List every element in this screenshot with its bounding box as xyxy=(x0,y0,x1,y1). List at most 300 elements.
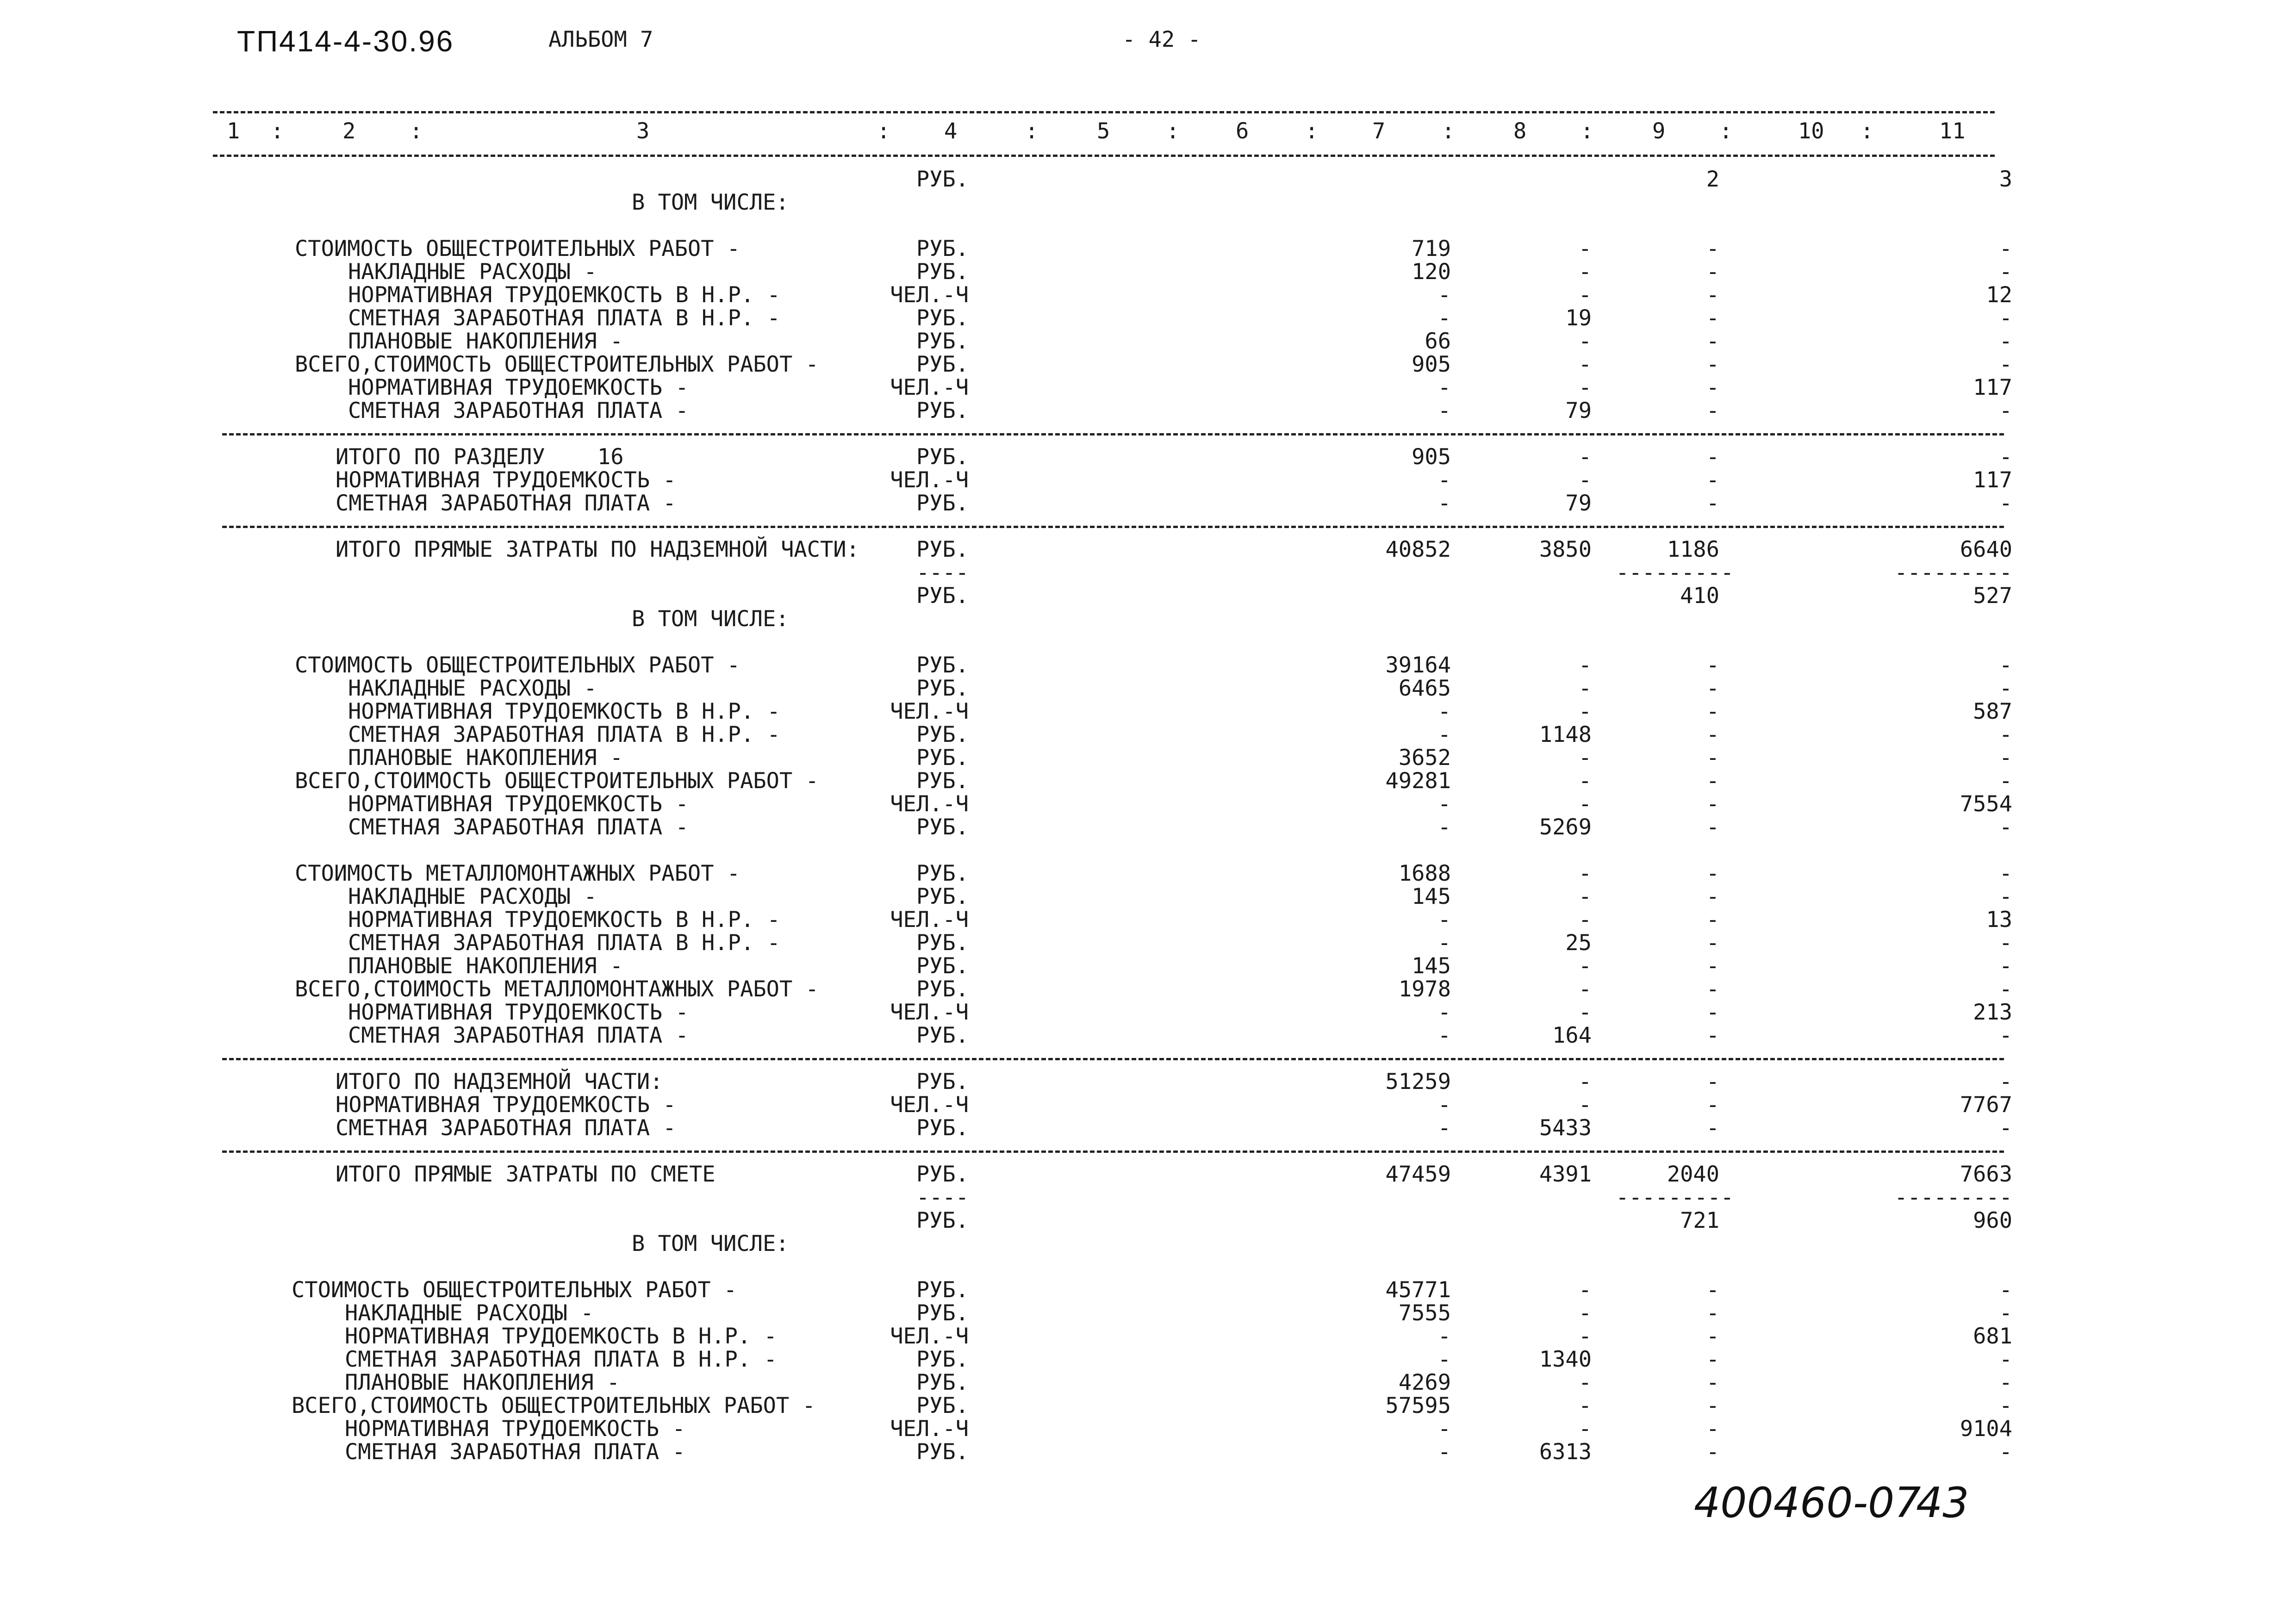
album-label: АЛЬБОМ 7 xyxy=(548,27,653,52)
row-label: ВСЕГО,СТОИМОСТЬ ОБЩЕСТРОИТЕЛЬНЫХ РАБОТ - xyxy=(295,352,819,377)
table-row xyxy=(0,1116,2296,1140)
cell-col-9: - xyxy=(1706,282,1719,308)
document-number-handwritten: 400460-07 xyxy=(1694,1479,1921,1527)
cell-col-8: - xyxy=(1578,375,1592,400)
cell-col-9: - xyxy=(1706,1370,1719,1395)
cell-col-7: - xyxy=(1437,1115,1451,1141)
cell-col-11: - xyxy=(1999,352,2012,377)
row-label: НОРМАТИВНАЯ ТРУДОЕМКОСТЬ - xyxy=(348,1000,689,1025)
cell-col-7: 7555 xyxy=(1398,1300,1451,1326)
column-separator: : xyxy=(271,118,284,144)
cell-col-7: 905 xyxy=(1412,444,1451,470)
cell-col-8: 3850 xyxy=(1539,537,1592,562)
row-label: НОРМАТИВНАЯ ТРУДОЕМКОСТЬ - xyxy=(345,1416,685,1442)
unit-cell: РУБ. xyxy=(916,745,969,771)
cell-col-7: - xyxy=(1437,467,1451,493)
row-label: НАКЛАДНЫЕ РАСХОДЫ - xyxy=(345,1300,594,1326)
cell-col-8: 4391 xyxy=(1539,1162,1592,1187)
table-row xyxy=(0,908,2296,932)
column-separator: : xyxy=(1860,118,1874,144)
cell-col-11: 13 xyxy=(1986,907,2012,933)
cell-col-8: - xyxy=(1578,1092,1592,1118)
cell-col-8: - xyxy=(1578,444,1592,470)
cell-col-9: - xyxy=(1706,305,1719,331)
table-row xyxy=(0,677,2296,701)
table-row xyxy=(0,561,2296,585)
cell-col-8: - xyxy=(1578,976,1592,1002)
cell-col-9: - xyxy=(1706,930,1719,956)
column-separator: : xyxy=(1442,118,1455,144)
unit-cell: РУБ. xyxy=(916,583,969,609)
cell-col-7: - xyxy=(1437,815,1451,840)
unit-cell: РУБ. xyxy=(916,1069,969,1094)
unit-cell: РУБ. xyxy=(916,1023,969,1048)
table-row xyxy=(0,399,2296,423)
cell-col-9: 410 xyxy=(1680,583,1719,609)
cell-col-8: - xyxy=(1578,1370,1592,1395)
unit-cell: РУБ. xyxy=(916,722,969,747)
cell-col-8: - xyxy=(1578,907,1592,933)
cell-col-9: - xyxy=(1706,653,1719,678)
document-code: ТП414-4-30.96 xyxy=(237,25,454,58)
column-separator: : xyxy=(1305,118,1319,144)
cell-col-11: - xyxy=(1999,1439,2012,1465)
table-row xyxy=(0,1024,2296,1048)
unit-cell: ЧЕЛ.-Ч xyxy=(890,1000,969,1025)
cell-col-9: - xyxy=(1706,352,1719,377)
cell-col-7: - xyxy=(1437,930,1451,956)
row-label: СМЕТНАЯ ЗАРАБОТНАЯ ПЛАТА - xyxy=(348,398,689,423)
column-separator: : xyxy=(877,118,890,144)
cell-col-7: 47459 xyxy=(1385,1162,1451,1187)
column-number: 1 xyxy=(227,118,240,144)
column-separator: : xyxy=(1580,118,1594,144)
cell-col-8: - xyxy=(1578,1393,1592,1418)
cell-col-8: - xyxy=(1578,653,1592,678)
table-row xyxy=(0,931,2296,955)
cell-col-9: - xyxy=(1706,745,1719,771)
unit-cell: РУБ. xyxy=(916,1115,969,1141)
cell-col-7: 120 xyxy=(1412,259,1451,285)
row-label: НАКЛАДНЫЕ РАСХОДЫ - xyxy=(348,884,597,909)
cell-col-9: - xyxy=(1706,444,1719,470)
unit-cell: РУБ. xyxy=(916,930,969,956)
table-row xyxy=(0,1348,2296,1372)
cell-col-11: - xyxy=(1999,1393,2012,1418)
cell-col-8: 79 xyxy=(1565,491,1592,516)
table-row xyxy=(0,1232,2296,1256)
table-row xyxy=(0,746,2296,770)
cell-col-7: - xyxy=(1437,1324,1451,1349)
cell-col-8: - xyxy=(1578,953,1592,979)
column-number: 10 xyxy=(1798,118,1824,144)
cell-col-11: 681 xyxy=(1973,1324,2012,1349)
cell-col-11: 7767 xyxy=(1960,1092,2012,1118)
row-label: ПЛАНОВЫЕ НАКОПЛЕНИЯ - xyxy=(345,1370,620,1395)
cell-col-11: 6640 xyxy=(1960,537,2012,562)
cell-col-11: - xyxy=(1999,1023,2012,1048)
cell-col-9: - xyxy=(1706,861,1719,886)
table-row xyxy=(0,954,2296,978)
table-row xyxy=(0,1163,2296,1187)
table-row xyxy=(0,1186,2296,1210)
cell-col-8: - xyxy=(1578,1416,1592,1442)
cell-col-8: - xyxy=(1578,1324,1592,1349)
table-row xyxy=(0,1394,2296,1418)
table-rule xyxy=(213,155,1995,157)
table-row xyxy=(0,1001,2296,1025)
cell-col-11: 12 xyxy=(1986,282,2012,308)
table-row xyxy=(0,792,2296,816)
unit-cell: РУБ. xyxy=(916,444,969,470)
cell-col-11: - xyxy=(1999,1347,2012,1372)
cell-col-7: - xyxy=(1437,1347,1451,1372)
cell-col-9: - xyxy=(1706,1393,1719,1418)
row-label: ВСЕГО,СТОИМОСТЬ ОБЩЕСТРОИТЕЛЬНЫХ РАБОТ - xyxy=(295,768,819,794)
table-row xyxy=(0,700,2296,724)
cell-col-9: - xyxy=(1706,1324,1719,1349)
unit-cell: РУБ. xyxy=(916,653,969,678)
unit-cell: РУБ. xyxy=(916,1347,969,1372)
cell-col-11: - xyxy=(1999,259,2012,285)
cell-col-7: - xyxy=(1437,1416,1451,1442)
row-label: ИТОГО ПРЯМЫЕ ЗАТРАТЫ ПО СМЕТЕ xyxy=(336,1162,716,1187)
cell-col-9: - xyxy=(1706,1347,1719,1372)
table-rule xyxy=(222,433,2004,435)
cell-col-8: - xyxy=(1578,352,1592,377)
cell-col-11: 117 xyxy=(1973,375,2012,400)
cell-col-7: - xyxy=(1437,375,1451,400)
cell-col-11: - xyxy=(1999,722,2012,747)
unit-cell: ЧЕЛ.-Ч xyxy=(890,467,969,493)
cell-col-9: - xyxy=(1706,259,1719,285)
cell-col-7: - xyxy=(1437,1023,1451,1048)
unit-cell: РУБ. xyxy=(916,768,969,794)
unit-cell: ЧЕЛ.-Ч xyxy=(890,375,969,400)
row-label: СМЕТНАЯ ЗАРАБОТНАЯ ПЛАТА - xyxy=(336,491,676,516)
cell-col-8: - xyxy=(1578,329,1592,354)
cell-col-9: 1186 xyxy=(1667,537,1719,562)
cell-col-9: 2040 xyxy=(1667,1162,1719,1187)
cell-col-11: 7554 xyxy=(1960,791,2012,817)
cell-col-9: - xyxy=(1706,722,1719,747)
cell-col-9: - xyxy=(1706,1300,1719,1326)
row-label: СМЕТНАЯ ЗАРАБОТНАЯ ПЛАТА - xyxy=(348,815,689,840)
table-row xyxy=(0,330,2296,354)
cell-col-8: - xyxy=(1578,861,1592,886)
column-separator: : xyxy=(410,118,423,144)
unit-cell: ЧЕЛ.-Ч xyxy=(890,699,969,724)
unit-cell: ЧЕЛ.-Ч xyxy=(890,282,969,308)
column-separator: : xyxy=(1166,118,1180,144)
cell-col-7: - xyxy=(1437,722,1451,747)
cell-col-7: 3652 xyxy=(1398,745,1451,771)
cell-col-7: 145 xyxy=(1412,884,1451,909)
unit-cell: РУБ. xyxy=(916,352,969,377)
row-label: НОРМАТИВНАЯ ТРУДОЕМКОСТЬ - xyxy=(348,791,689,817)
row-label: СМЕТНАЯ ЗАРАБОТНАЯ ПЛАТА - xyxy=(336,1115,676,1141)
cell-col-7: - xyxy=(1437,282,1451,308)
cell-col-9: - xyxy=(1706,976,1719,1002)
cell-col-8: - xyxy=(1578,282,1592,308)
cell-col-8: 25 xyxy=(1565,930,1592,956)
row-label: СТОИМОСТЬ ОБЩЕСТРОИТЕЛЬНЫХ РАБОТ - xyxy=(295,653,740,678)
page-number: - 42 - xyxy=(1122,27,1201,52)
cell-col-11: - xyxy=(1999,1277,2012,1303)
row-label: В ТОМ ЧИСЛЕ: xyxy=(632,190,789,215)
table-row xyxy=(0,237,2296,261)
unit-cell: ---- xyxy=(916,560,969,585)
cell-col-9: - xyxy=(1706,1069,1719,1094)
column-number: 9 xyxy=(1652,118,1666,144)
cell-col-7: - xyxy=(1437,1000,1451,1025)
row-label: ИТОГО ПО РАЗДЕЛУ 16 xyxy=(336,444,624,470)
cell-col-8: 164 xyxy=(1552,1023,1592,1048)
unit-cell: РУБ. xyxy=(916,1370,969,1395)
cell-col-8: - xyxy=(1578,676,1592,701)
column-number: 7 xyxy=(1372,118,1386,144)
cell-col-8: - xyxy=(1578,699,1592,724)
table-row xyxy=(0,376,2296,400)
row-label: НОРМАТИВНАЯ ТРУДОЕМКОСТЬ - xyxy=(336,1092,676,1118)
cell-col-9: - xyxy=(1706,884,1719,909)
cell-col-9: - xyxy=(1706,815,1719,840)
cell-col-7: 905 xyxy=(1412,352,1451,377)
row-label: СТОИМОСТЬ ОБЩЕСТРОИТЕЛЬНЫХ РАБОТ - xyxy=(292,1277,737,1303)
row-label: НОРМАТИВНАЯ ТРУДОЕМКОСТЬ - xyxy=(336,467,676,493)
cell-col-8: - xyxy=(1578,884,1592,909)
cell-col-11: - xyxy=(1999,745,2012,771)
unit-cell: РУБ. xyxy=(916,236,969,261)
table-row xyxy=(0,977,2296,1001)
table-row xyxy=(0,1325,2296,1349)
table-row xyxy=(0,862,2296,886)
cell-col-9: - xyxy=(1706,1000,1719,1025)
cell-col-11: - xyxy=(1999,884,2012,909)
column-number: 4 xyxy=(944,118,958,144)
column-separator: : xyxy=(1719,118,1733,144)
unit-cell: РУБ. xyxy=(916,884,969,909)
cell-col-8: 5269 xyxy=(1539,815,1592,840)
row-label: СМЕТНАЯ ЗАРАБОТНАЯ ПЛАТА В Н.Р. - xyxy=(345,1347,777,1372)
table-row xyxy=(0,607,2296,631)
cell-col-7: 6465 xyxy=(1398,676,1451,701)
table-row xyxy=(0,815,2296,839)
cell-col-11: - xyxy=(1999,953,2012,979)
cell-col-7: 719 xyxy=(1412,236,1451,261)
unit-cell: РУБ. xyxy=(916,537,969,562)
cell-col-7: - xyxy=(1437,907,1451,933)
cell-col-11: - xyxy=(1999,305,2012,331)
cell-col-9: 721 xyxy=(1680,1208,1719,1233)
cell-col-9: - xyxy=(1706,491,1719,516)
cell-col-11: - xyxy=(1999,930,2012,956)
cell-col-11: - xyxy=(1999,444,2012,470)
cell-col-9: - xyxy=(1706,1023,1719,1048)
table-row xyxy=(0,1278,2296,1302)
cell-col-9: - xyxy=(1706,1277,1719,1303)
table-rule xyxy=(213,111,1995,113)
row-label: СТОИМОСТЬ ОБЩЕСТРОИТЕЛЬНЫХ РАБОТ - xyxy=(295,236,740,261)
unit-cell: ЧЕЛ.-Ч xyxy=(890,1416,969,1442)
table-row xyxy=(0,769,2296,793)
cell-col-7: - xyxy=(1437,305,1451,331)
cell-col-9: - xyxy=(1706,791,1719,817)
row-label: ПЛАНОВЫЕ НАКОПЛЕНИЯ - xyxy=(348,745,623,771)
cell-col-7: 51259 xyxy=(1385,1069,1451,1094)
cell-col-8: - xyxy=(1578,467,1592,493)
unit-cell: РУБ. xyxy=(916,167,969,192)
cell-col-11: 117 xyxy=(1973,467,2012,493)
cell-col-11: - xyxy=(1999,1300,2012,1326)
cell-col-8: 19 xyxy=(1565,305,1592,331)
table-row xyxy=(0,468,2296,492)
cell-col-8: - xyxy=(1578,236,1592,261)
unit-cell: РУБ. xyxy=(916,1162,969,1187)
cell-col-8: 1340 xyxy=(1539,1347,1592,1372)
cell-col-11: 3 xyxy=(1999,167,2012,192)
cell-col-11: - xyxy=(1999,398,2012,423)
cell-col-9: 2 xyxy=(1706,167,1719,192)
table-row xyxy=(0,538,2296,562)
table-row xyxy=(0,1093,2296,1117)
table-row xyxy=(0,168,2296,192)
row-label: СМЕТНАЯ ЗАРАБОТНАЯ ПЛАТА В Н.Р. - xyxy=(348,722,780,747)
unit-cell: РУБ. xyxy=(916,329,969,354)
cell-col-7: 49281 xyxy=(1385,768,1451,794)
cell-col-9: - xyxy=(1706,1439,1719,1465)
table-row xyxy=(0,191,2296,215)
cell-col-11: - xyxy=(1999,653,2012,678)
table-row xyxy=(0,653,2296,678)
cell-col-7: 4269 xyxy=(1398,1370,1451,1395)
cell-col-7: 40852 xyxy=(1385,537,1451,562)
cell-col-11: 527 xyxy=(1973,583,2012,609)
unit-cell: РУБ. xyxy=(916,259,969,285)
unit-cell: РУБ. xyxy=(916,1208,969,1233)
unit-cell: ЧЕЛ.-Ч xyxy=(890,1092,969,1118)
cell-col-9: - xyxy=(1706,768,1719,794)
column-number-row xyxy=(0,119,2296,143)
row-label: ИТОГО ПРЯМЫЕ ЗАТРАТЫ ПО НАДЗЕМНОЙ ЧАСТИ: xyxy=(336,537,859,562)
cell-col-9: - xyxy=(1706,699,1719,724)
cell-col-9: - xyxy=(1706,1115,1719,1141)
unit-cell: РУБ. xyxy=(916,305,969,331)
table-row xyxy=(0,1301,2296,1325)
table-row xyxy=(0,885,2296,909)
cell-col-9: - xyxy=(1706,953,1719,979)
cell-col-11: - xyxy=(1999,491,2012,516)
table-row xyxy=(0,584,2296,608)
table-row xyxy=(0,1417,2296,1441)
cell-col-11: - xyxy=(1999,815,2012,840)
row-label: СМЕТНАЯ ЗАРАБОТНАЯ ПЛАТА - xyxy=(348,1023,689,1048)
row-label: НАКЛАДНЫЕ РАСХОДЫ - xyxy=(348,676,597,701)
cell-col-7: - xyxy=(1437,1092,1451,1118)
table-rule xyxy=(222,1150,2004,1153)
unit-cell: ЧЕЛ.-Ч xyxy=(890,907,969,933)
table-row xyxy=(0,491,2296,516)
row-label: В ТОМ ЧИСЛЕ: xyxy=(632,1231,789,1256)
cell-col-7: - xyxy=(1437,398,1451,423)
row-label: ПЛАНОВЫЕ НАКОПЛЕНИЯ - xyxy=(348,953,623,979)
cell-col-11: - xyxy=(1999,1370,2012,1395)
row-label: СМЕТНАЯ ЗАРАБОТНАЯ ПЛАТА - xyxy=(345,1439,685,1465)
cell-col-8: 5433 xyxy=(1539,1115,1592,1141)
cell-col-8: - xyxy=(1578,1277,1592,1303)
cell-col-11: 9104 xyxy=(1960,1416,2012,1442)
row-label: В ТОМ ЧИСЛЕ: xyxy=(632,606,789,632)
row-label: НОРМАТИВНАЯ ТРУДОЕМКОСТЬ В Н.Р. - xyxy=(345,1324,777,1349)
cell-col-11: - xyxy=(1999,1069,2012,1094)
cell-col-7: 66 xyxy=(1425,329,1451,354)
unit-cell: РУБ. xyxy=(916,953,969,979)
cell-col-7: - xyxy=(1437,791,1451,817)
unit-cell: РУБ. xyxy=(916,676,969,701)
row-label: НОРМАТИВНАЯ ТРУДОЕМКОСТЬ - xyxy=(348,375,689,400)
cell-col-11: - xyxy=(1999,236,2012,261)
unit-cell: РУБ. xyxy=(916,815,969,840)
table-row xyxy=(0,306,2296,330)
unit-cell: ---- xyxy=(916,1185,969,1210)
table-rule xyxy=(222,1058,2004,1060)
cell-col-11: --------- xyxy=(1894,1185,2012,1210)
row-label: СМЕТНАЯ ЗАРАБОТНАЯ ПЛАТА В Н.Р. - xyxy=(348,930,780,956)
cell-col-9: --------- xyxy=(1616,1185,1734,1210)
row-label: НОРМАТИВНАЯ ТРУДОЕМКОСТЬ В Н.Р. - xyxy=(348,282,780,308)
cell-col-9: - xyxy=(1706,676,1719,701)
cell-col-7: 1688 xyxy=(1398,861,1451,886)
column-number: 3 xyxy=(636,118,650,144)
cell-col-9: - xyxy=(1706,907,1719,933)
column-number: 5 xyxy=(1097,118,1110,144)
cell-col-8: 1148 xyxy=(1539,722,1592,747)
cell-col-11: - xyxy=(1999,861,2012,886)
cell-col-11: --------- xyxy=(1894,560,2012,585)
unit-cell: РУБ. xyxy=(916,398,969,423)
table-row xyxy=(0,723,2296,747)
cell-col-9: - xyxy=(1706,467,1719,493)
cell-col-7: - xyxy=(1437,699,1451,724)
cell-col-8: - xyxy=(1578,768,1592,794)
unit-cell: РУБ. xyxy=(916,491,969,516)
table-row xyxy=(0,1070,2296,1094)
cell-col-9: - xyxy=(1706,329,1719,354)
row-label: ВСЕГО,СТОИМОСТЬ МЕТАЛЛОМОНТАЖНЫХ РАБОТ - xyxy=(295,976,819,1002)
cell-col-7: 145 xyxy=(1412,953,1451,979)
table-row xyxy=(0,353,2296,377)
row-label: НОРМАТИВНАЯ ТРУДОЕМКОСТЬ В Н.Р. - xyxy=(348,907,780,933)
unit-cell: РУБ. xyxy=(916,1439,969,1465)
row-label: СТОИМОСТЬ МЕТАЛЛОМОНТАЖНЫХ РАБОТ - xyxy=(295,861,740,886)
column-number: 11 xyxy=(1939,118,1966,144)
row-label: ПЛАНОВЫЕ НАКОПЛЕНИЯ - xyxy=(348,329,623,354)
cell-col-9: - xyxy=(1706,1092,1719,1118)
table-rule xyxy=(222,526,2004,528)
cell-col-8: - xyxy=(1578,259,1592,285)
column-number: 8 xyxy=(1513,118,1527,144)
unit-cell: РУБ. xyxy=(916,861,969,886)
column-number: 2 xyxy=(342,118,356,144)
cell-col-11: 587 xyxy=(1973,699,2012,724)
cell-col-11: 7663 xyxy=(1960,1162,2012,1187)
cell-col-11: 213 xyxy=(1973,1000,2012,1025)
unit-cell: ЧЕЛ.-Ч xyxy=(890,1324,969,1349)
table-row xyxy=(0,283,2296,307)
row-label: НАКЛАДНЫЕ РАСХОДЫ - xyxy=(348,259,597,285)
cell-col-9: - xyxy=(1706,1416,1719,1442)
cell-col-7: 57595 xyxy=(1385,1393,1451,1418)
